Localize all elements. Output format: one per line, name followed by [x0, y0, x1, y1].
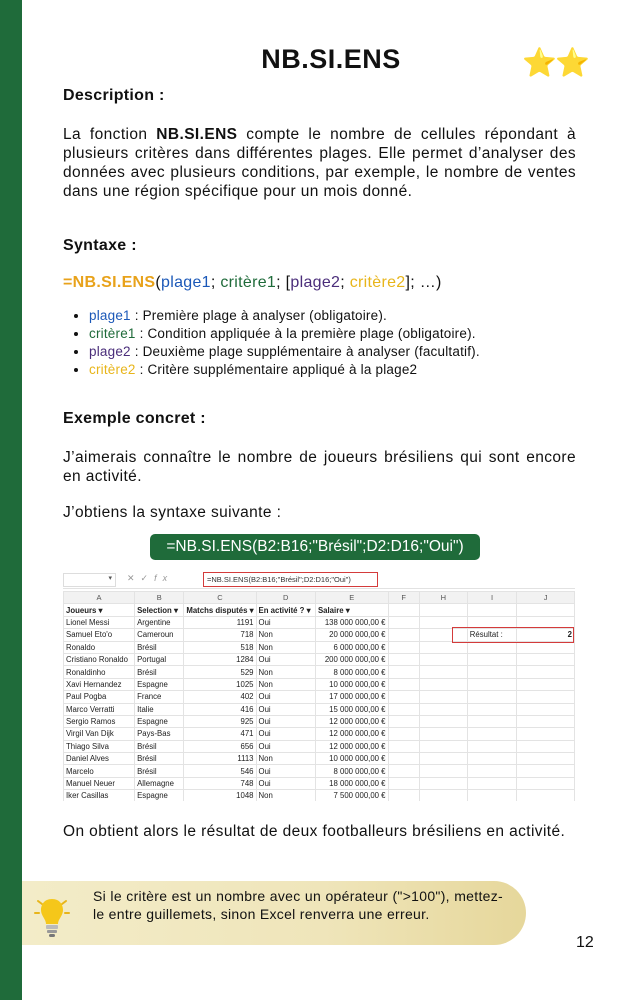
table-row: [64, 753, 575, 765]
empty-cell[interactable]: [517, 653, 575, 665]
cell[interactable]: Espagne: [135, 715, 184, 727]
cell[interactable]: Oui: [256, 777, 315, 789]
cell[interactable]: 8 000 000,00 €: [315, 765, 388, 777]
syntax-heading: Syntaxe :: [63, 237, 137, 254]
formula-controls: ✕✓fx: [127, 573, 174, 583]
empty-cell[interactable]: [517, 777, 575, 789]
cell[interactable]: 1113: [184, 753, 256, 765]
syntax-sep3: ;: [340, 274, 350, 291]
cell[interactable]: 12 000 000,00 €: [315, 740, 388, 752]
tip-text: Si le critère est un nombre avec un opérateur (">100"), mettez-le entre guillemets, sinon Excel renverra une erreur.: [93, 888, 503, 922]
header-cell[interactable]: Matchs disputés ▾: [184, 604, 256, 616]
param-desc: : Condition appliquée à la première plage (obligatoire).: [135, 326, 476, 341]
cell[interactable]: 925: [184, 715, 256, 727]
column-letter[interactable]: C: [184, 592, 256, 604]
cell[interactable]: Non: [256, 753, 315, 765]
description-heading: Description :: [63, 87, 165, 104]
list-item: [89, 343, 480, 361]
cell[interactable]: 200 000 000,00 €: [315, 653, 388, 665]
empty-cell[interactable]: [467, 678, 517, 690]
empty-cell[interactable]: [517, 691, 575, 703]
empty-cell[interactable]: [388, 641, 419, 653]
empty-cell[interactable]: [419, 728, 467, 740]
list-item: [89, 325, 480, 343]
spreadsheet-screenshot: [63, 570, 575, 801]
empty-cell[interactable]: [467, 777, 517, 789]
empty-cell[interactable]: [388, 715, 419, 727]
column-letter[interactable]: B: [135, 592, 184, 604]
table-row: [64, 653, 575, 665]
table-row: [64, 777, 575, 789]
empty-cell[interactable]: [467, 740, 517, 752]
cell[interactable]: Marco Verratti: [64, 703, 135, 715]
cell[interactable]: Oui: [256, 740, 315, 752]
cell[interactable]: Oui: [256, 703, 315, 715]
page-title: NB.SI.ENS: [261, 44, 401, 74]
header-cell[interactable]: En activité ? ▾: [256, 604, 315, 616]
empty-cell[interactable]: [467, 666, 517, 678]
cell[interactable]: 138 000 000,00 €: [315, 616, 388, 628]
cell[interactable]: 748: [184, 777, 256, 789]
syntax-sep1: ;: [210, 274, 221, 291]
empty-cell[interactable]: [467, 653, 517, 665]
empty-cell[interactable]: [467, 691, 517, 703]
cell[interactable]: 1025: [184, 678, 256, 690]
cell[interactable]: Marcelo: [64, 765, 135, 777]
result-value[interactable]: 2: [517, 629, 575, 641]
syntax-fn: NB.SI.ENS: [72, 274, 156, 291]
cell[interactable]: Non: [256, 666, 315, 678]
cell[interactable]: Non: [256, 641, 315, 653]
empty-cell[interactable]: [467, 703, 517, 715]
syntax-critere2: critère2: [349, 274, 406, 291]
header-cell[interactable]: Selection ▾: [135, 604, 184, 616]
list-item: [89, 361, 480, 379]
empty-cell[interactable]: [388, 653, 419, 665]
table-row: [64, 666, 575, 678]
cell[interactable]: Non: [256, 678, 315, 690]
empty-cell[interactable]: [517, 678, 575, 690]
cell[interactable]: Thiago Silva: [64, 740, 135, 752]
empty-cell[interactable]: [467, 715, 517, 727]
empty-cell[interactable]: [517, 753, 575, 765]
table-row: [64, 728, 575, 740]
column-letter[interactable]: J: [517, 592, 575, 604]
sheet-grid: [63, 591, 575, 801]
cell[interactable]: Samuel Eto'o: [64, 629, 135, 641]
empty-cell[interactable]: [517, 604, 575, 616]
empty-cell[interactable]: [419, 740, 467, 752]
cell[interactable]: Oui: [256, 715, 315, 727]
empty-cell[interactable]: [517, 740, 575, 752]
cell[interactable]: 718: [184, 629, 256, 641]
cell[interactable]: Espagne: [135, 678, 184, 690]
empty-cell[interactable]: [419, 666, 467, 678]
column-letter[interactable]: E: [315, 592, 388, 604]
header-cell[interactable]: Salaire ▾: [315, 604, 388, 616]
empty-cell[interactable]: [388, 629, 419, 641]
cell[interactable]: Daniel Alves: [64, 753, 135, 765]
cell[interactable]: Cameroun: [135, 629, 184, 641]
cell[interactable]: Manuel Neuer: [64, 777, 135, 789]
syntax-critere1: critère1: [220, 274, 277, 291]
example-question: J’aimerais connaître le nombre de joueurs brésiliens qui sont encore en activité.: [63, 449, 576, 485]
fx-icon: fx: [154, 573, 174, 583]
cell[interactable]: 20 000 000,00 €: [315, 629, 388, 641]
cell[interactable]: 15 000 000,00 €: [315, 703, 388, 715]
syntax-open: (: [155, 274, 162, 291]
cell[interactable]: Non: [256, 629, 315, 641]
param-desc: : Deuxième plage supplémentaire à analyser (facultatif).: [130, 344, 480, 359]
cell[interactable]: Espagne: [135, 790, 184, 801]
empty-cell[interactable]: [388, 777, 419, 789]
column-letter[interactable]: D: [256, 592, 315, 604]
table-row: [64, 715, 575, 727]
cell[interactable]: 518: [184, 641, 256, 653]
empty-cell[interactable]: [467, 604, 517, 616]
difficulty-stars-icon: ⭐⭐: [522, 47, 588, 78]
result-highlight: [452, 627, 574, 643]
empty-cell[interactable]: [517, 703, 575, 715]
syntax-close: ]; …): [405, 274, 442, 291]
empty-cell[interactable]: [467, 765, 517, 777]
empty-cell[interactable]: [388, 753, 419, 765]
cell[interactable]: Argentine: [135, 616, 184, 628]
table-row: [64, 691, 575, 703]
cell[interactable]: 6 000 000,00 €: [315, 641, 388, 653]
cell[interactable]: Brésil: [135, 765, 184, 777]
param-name: critère2: [89, 362, 136, 377]
empty-cell[interactable]: [419, 715, 467, 727]
name-box[interactable]: ▾: [63, 573, 116, 587]
empty-cell[interactable]: [419, 678, 467, 690]
cell[interactable]: Lionel Messi: [64, 616, 135, 628]
empty-cell[interactable]: [517, 765, 575, 777]
cell[interactable]: Virgil Van Dijk: [64, 728, 135, 740]
table-row: [64, 765, 575, 777]
header-cell[interactable]: Joueurs ▾: [64, 604, 135, 616]
empty-cell[interactable]: [419, 765, 467, 777]
empty-cell[interactable]: [388, 728, 419, 740]
cell[interactable]: 1284: [184, 653, 256, 665]
empty-cell[interactable]: [419, 604, 467, 616]
empty-cell[interactable]: [419, 790, 467, 801]
empty-cell[interactable]: [388, 604, 419, 616]
table-row: [64, 678, 575, 690]
parameter-list: [71, 307, 480, 379]
syntax-plage2: plage2: [290, 274, 341, 291]
formula-bar: [63, 570, 575, 589]
cell[interactable]: Xavi Hernandez: [64, 678, 135, 690]
cell[interactable]: Oui: [256, 653, 315, 665]
empty-cell[interactable]: [388, 666, 419, 678]
table-row: [64, 703, 575, 715]
cell[interactable]: Allemagne: [135, 777, 184, 789]
empty-cell[interactable]: [517, 790, 575, 801]
table-header-row: [64, 604, 575, 616]
description-text-after: compte le nombre de cellules répondant à plusieurs critères dans différentes plages. Elle permet d’analyser des données avec plusieurs conditions, par exemple, le nombre de ventes dans une région spécifique pour un mois donné.: [63, 126, 576, 200]
cell[interactable]: 416: [184, 703, 256, 715]
cell[interactable]: Oui: [256, 728, 315, 740]
cell[interactable]: 1191: [184, 616, 256, 628]
empty-cell[interactable]: [419, 777, 467, 789]
cell[interactable]: Pays-Bas: [135, 728, 184, 740]
empty-cell[interactable]: [388, 703, 419, 715]
column-letter[interactable]: A: [64, 592, 135, 604]
cell[interactable]: 7 500 000,00 €: [315, 790, 388, 801]
green-sidebar: [0, 0, 22, 1000]
empty-cell[interactable]: [419, 753, 467, 765]
cell[interactable]: 529: [184, 666, 256, 678]
cell[interactable]: 18 000 000,00 €: [315, 777, 388, 789]
cell[interactable]: Oui: [256, 691, 315, 703]
page-number: 12: [576, 934, 594, 951]
cell[interactable]: Oui: [256, 765, 315, 777]
empty-cell[interactable]: [517, 666, 575, 678]
cell[interactable]: Non: [256, 790, 315, 801]
cell[interactable]: 471: [184, 728, 256, 740]
cell[interactable]: 656: [184, 740, 256, 752]
cell[interactable]: Brésil: [135, 641, 184, 653]
cell[interactable]: Ronaldo: [64, 641, 135, 653]
description-text-before: La fonction: [63, 126, 157, 143]
empty-cell[interactable]: [388, 765, 419, 777]
formula-pill: =NB.SI.ENS(B2:B16;"Brésil";D2:D16;"Oui"): [150, 534, 480, 560]
param-name: critère1: [89, 326, 136, 341]
cell[interactable]: Iker Casillas: [64, 790, 135, 801]
param-desc: : Critère supplémentaire appliqué à la plage2: [135, 362, 418, 377]
list-item: [89, 307, 480, 325]
description-paragraph: [63, 125, 576, 201]
example-heading: Exemple concret :: [63, 410, 206, 427]
cell[interactable]: 10 000 000,00 €: [315, 753, 388, 765]
syntax-eq: =: [63, 274, 73, 291]
cell[interactable]: 546: [184, 765, 256, 777]
cell[interactable]: Paul Pogba: [64, 691, 135, 703]
lightbulb-icon: [34, 893, 70, 939]
syntax-line: [63, 274, 442, 292]
cell[interactable]: 10 000 000,00 €: [315, 678, 388, 690]
cell[interactable]: 12 000 000,00 €: [315, 728, 388, 740]
empty-cell[interactable]: [517, 728, 575, 740]
cell[interactable]: Brésil: [135, 753, 184, 765]
param-name: plage2: [89, 344, 131, 359]
column-letter[interactable]: F: [388, 592, 419, 604]
conclusion-paragraph: On obtient alors le résultat de deux footballeurs brésiliens en activité.: [63, 823, 566, 840]
example-lead: J’obtiens la syntaxe suivante :: [63, 504, 282, 521]
empty-cell[interactable]: [388, 790, 419, 801]
empty-cell[interactable]: [419, 653, 467, 665]
empty-cell[interactable]: [517, 715, 575, 727]
cell[interactable]: 1048: [184, 790, 256, 801]
empty-cell[interactable]: [388, 678, 419, 690]
cell[interactable]: 12 000 000,00 €: [315, 715, 388, 727]
cell[interactable]: Brésil: [135, 666, 184, 678]
cell[interactable]: Sergio Ramos: [64, 715, 135, 727]
empty-cell[interactable]: [388, 616, 419, 628]
cell[interactable]: Italie: [135, 703, 184, 715]
syntax-plage1: plage1: [161, 274, 211, 291]
empty-cell[interactable]: [419, 703, 467, 715]
empty-cell[interactable]: [388, 691, 419, 703]
cell[interactable]: Oui: [256, 616, 315, 628]
cell[interactable]: Portugal: [135, 653, 184, 665]
formula-input[interactable]: =NB.SI.ENS(B2:B16;"Brésil";D2:D16;"Oui"): [203, 572, 378, 587]
cell[interactable]: France: [135, 691, 184, 703]
result-label[interactable]: Résultat :: [467, 629, 517, 641]
cell[interactable]: 402: [184, 691, 256, 703]
empty-cell[interactable]: [388, 740, 419, 752]
description-function-name: NB.SI.ENS: [156, 126, 238, 143]
empty-cell[interactable]: [467, 753, 517, 765]
param-name: plage1: [89, 308, 131, 323]
syntax-sep2: ; [: [276, 274, 291, 291]
empty-cell[interactable]: [467, 790, 517, 801]
cell[interactable]: 8 000 000,00 €: [315, 666, 388, 678]
column-letter[interactable]: H: [419, 592, 467, 604]
column-header-row: [64, 592, 575, 604]
table-row: [64, 790, 575, 801]
cell[interactable]: Brésil: [135, 740, 184, 752]
empty-cell[interactable]: [419, 691, 467, 703]
param-desc: : Première plage à analyser (obligatoire).: [130, 308, 387, 323]
cell[interactable]: 17 000 000,00 €: [315, 691, 388, 703]
cell[interactable]: Ronaldinho: [64, 666, 135, 678]
cell[interactable]: Cristiano Ronaldo: [64, 653, 135, 665]
table-row: [64, 740, 575, 752]
empty-cell[interactable]: [467, 728, 517, 740]
column-letter[interactable]: I: [467, 592, 517, 604]
